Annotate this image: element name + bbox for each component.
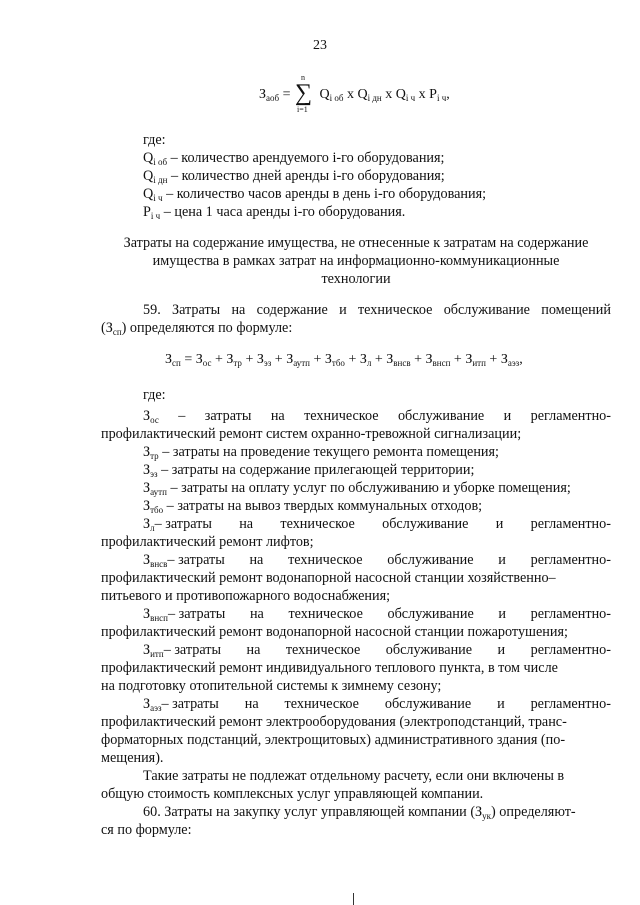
note-line2: общую стоимость комплексных услуг управляющей компании. bbox=[101, 786, 484, 802]
definition-zl-line2: профилактический ремонт лифтов; bbox=[101, 534, 314, 550]
definition-zaez-line1: $З_{аэз}-$ затраты на техническое обслуживание и регламентно- bbox=[143, 696, 611, 713]
definition-ztbo: $З_{тбо}$ – затраты на вывоз твердых коммунальных отходов; bbox=[143, 498, 483, 515]
where-label-1: где: bbox=[143, 132, 166, 148]
definition-zl-line1: $З_л-$ затраты на техническое обслуживание и регламентно- bbox=[143, 516, 611, 533]
formula-term: З bbox=[386, 352, 394, 367]
formula-term: + bbox=[344, 352, 360, 367]
definition-ztr: $З_{тр}$ – затраты на проведение текущего ремонта помещения; bbox=[143, 444, 499, 461]
definition-zitp-line1: $З_{итп}-$ затраты на техническое обслуживание и регламентно- bbox=[143, 642, 611, 659]
section-heading-line: Затраты на содержание имущества, не отнесенные к затратам на содержание bbox=[123, 235, 589, 251]
formula-term: + bbox=[211, 352, 227, 367]
definition-line: $Q_{i дн}$ – количество дней аренды i-го оборудования; bbox=[143, 168, 445, 185]
formula-term-subscript: аутп bbox=[293, 358, 310, 368]
formula-term: = bbox=[180, 352, 196, 367]
definition-zitp-line2: профилактический ремонт индивидуального теплового пункта, в том числе bbox=[101, 660, 558, 676]
formula-term: + bbox=[241, 352, 257, 367]
definition-zos-line2: профилактический ремонт систем охранно-тревожной сигнализации; bbox=[101, 426, 522, 442]
definition-zvnsp-line2: профилактический ремонт водонапорной насосной станции пожаротушения; bbox=[101, 624, 568, 640]
formula-term-subscript: внсв bbox=[393, 358, 411, 368]
formula-term: + bbox=[271, 352, 287, 367]
formula-rent-cost: $З_{аоб}$ = n ∑ i=1 $Q_{i об}$ x $Q_{i дн}$ x $Q_{i ч}$ x $P_{i ч}$, bbox=[259, 73, 450, 114]
scan-artifact-mark bbox=[353, 893, 354, 905]
formula-term: З bbox=[286, 352, 294, 367]
formula-term-subscript: сп bbox=[172, 358, 181, 368]
formula-term-subscript: л bbox=[366, 358, 372, 368]
section-heading-line: технологии bbox=[321, 271, 391, 287]
formula-term: + bbox=[410, 352, 426, 367]
definition-line: $Q_{i ч}$ – количество часов аренды в день i-го оборудования; bbox=[143, 186, 487, 203]
formula-term-subscript: тбо bbox=[331, 358, 345, 368]
where-label-2: где: bbox=[143, 387, 166, 403]
formula-term: З bbox=[256, 352, 264, 367]
definition-zaez-line3: форматорных подстанций, электрощитовых) административного здания (по- bbox=[101, 732, 566, 748]
paragraph-59-line2: $(З_{сп})$ определяются по формуле: bbox=[101, 320, 293, 337]
definition-zos-line1: $З_{ос}$ – затраты на техническое обслуживание и регламентно- bbox=[143, 408, 611, 425]
formula-term-subscript: эз bbox=[263, 358, 272, 368]
formula-term: З bbox=[226, 352, 234, 367]
formula-term-subscript: ос bbox=[202, 358, 212, 368]
definition-zitp-line3: на подготовку отопительной системы к зимнему сезону; bbox=[101, 678, 442, 694]
formula-term: З bbox=[500, 352, 508, 367]
definition-zez: $З_{эз}$ – затраты на содержание прилегающей территории; bbox=[143, 462, 475, 479]
formula-term: З bbox=[324, 352, 332, 367]
formula-term: З bbox=[359, 352, 367, 367]
page-number: 23 bbox=[313, 38, 327, 53]
definition-line: $P_{i ч}$ – цена 1 часа аренды i-го оборудования. bbox=[143, 204, 406, 221]
formula-term: + bbox=[371, 352, 387, 367]
formula-term-subscript: итп bbox=[472, 358, 486, 368]
note-line1: Такие затраты не подлежат отдельному расчету, если они включены в bbox=[143, 768, 565, 784]
formula-term: З bbox=[425, 352, 433, 367]
definition-zaez-line2: профилактический ремонт электрооборудования (электроподстанций, транс- bbox=[101, 714, 567, 730]
formula-term-subscript: тр bbox=[233, 358, 242, 368]
formula-term: + bbox=[485, 352, 501, 367]
paragraph-60-line1: 60. Затраты на закупку услуг управляющей компании $(З_{ук})$ определяют- bbox=[143, 804, 576, 821]
formula-term: + bbox=[450, 352, 466, 367]
formula-term: З bbox=[195, 352, 203, 367]
definition-zvnsv-line1: $З_{внсв}-$ затраты на техническое обслуживание и регламентно- bbox=[143, 552, 611, 569]
definition-line: $Q_{i об}$ – количество арендуемого i-го оборудования; bbox=[143, 150, 445, 167]
formula-premises-cost bbox=[165, 352, 523, 368]
paragraph-59-line1: 59. Затраты на содержание и техническое обслуживание помещений bbox=[143, 302, 611, 318]
definition-zaut: $З_{аутп}$ – затраты на оплату услуг по обслуживанию и уборке помещения; bbox=[143, 480, 571, 497]
paragraph-60-line2: ся по формуле: bbox=[101, 822, 192, 838]
formula-term-subscript: аэз bbox=[507, 358, 520, 368]
section-heading-line: имущества в рамках затрат на информационно-коммуникационные bbox=[152, 253, 560, 269]
formula-term: З bbox=[165, 352, 173, 367]
definition-zaez-line4: мещения). bbox=[101, 750, 164, 766]
formula-term: , bbox=[519, 352, 523, 367]
sum-operator: n ∑ i=1 bbox=[295, 73, 313, 114]
formula-term: + bbox=[310, 352, 325, 367]
definition-zvnsp-line1: $З_{внсп}-$ затраты на техническое обслуживание и регламентно- bbox=[143, 606, 611, 623]
formula-term-subscript: внсп bbox=[432, 358, 451, 368]
definition-zvnsv-line3: питьевого и противопожарного водоснабжения; bbox=[101, 588, 391, 604]
formula-term: З bbox=[465, 352, 473, 367]
definition-zvnsv-line2: профилактический ремонт водонапорной насосной станции хозяйственно– bbox=[101, 570, 556, 586]
